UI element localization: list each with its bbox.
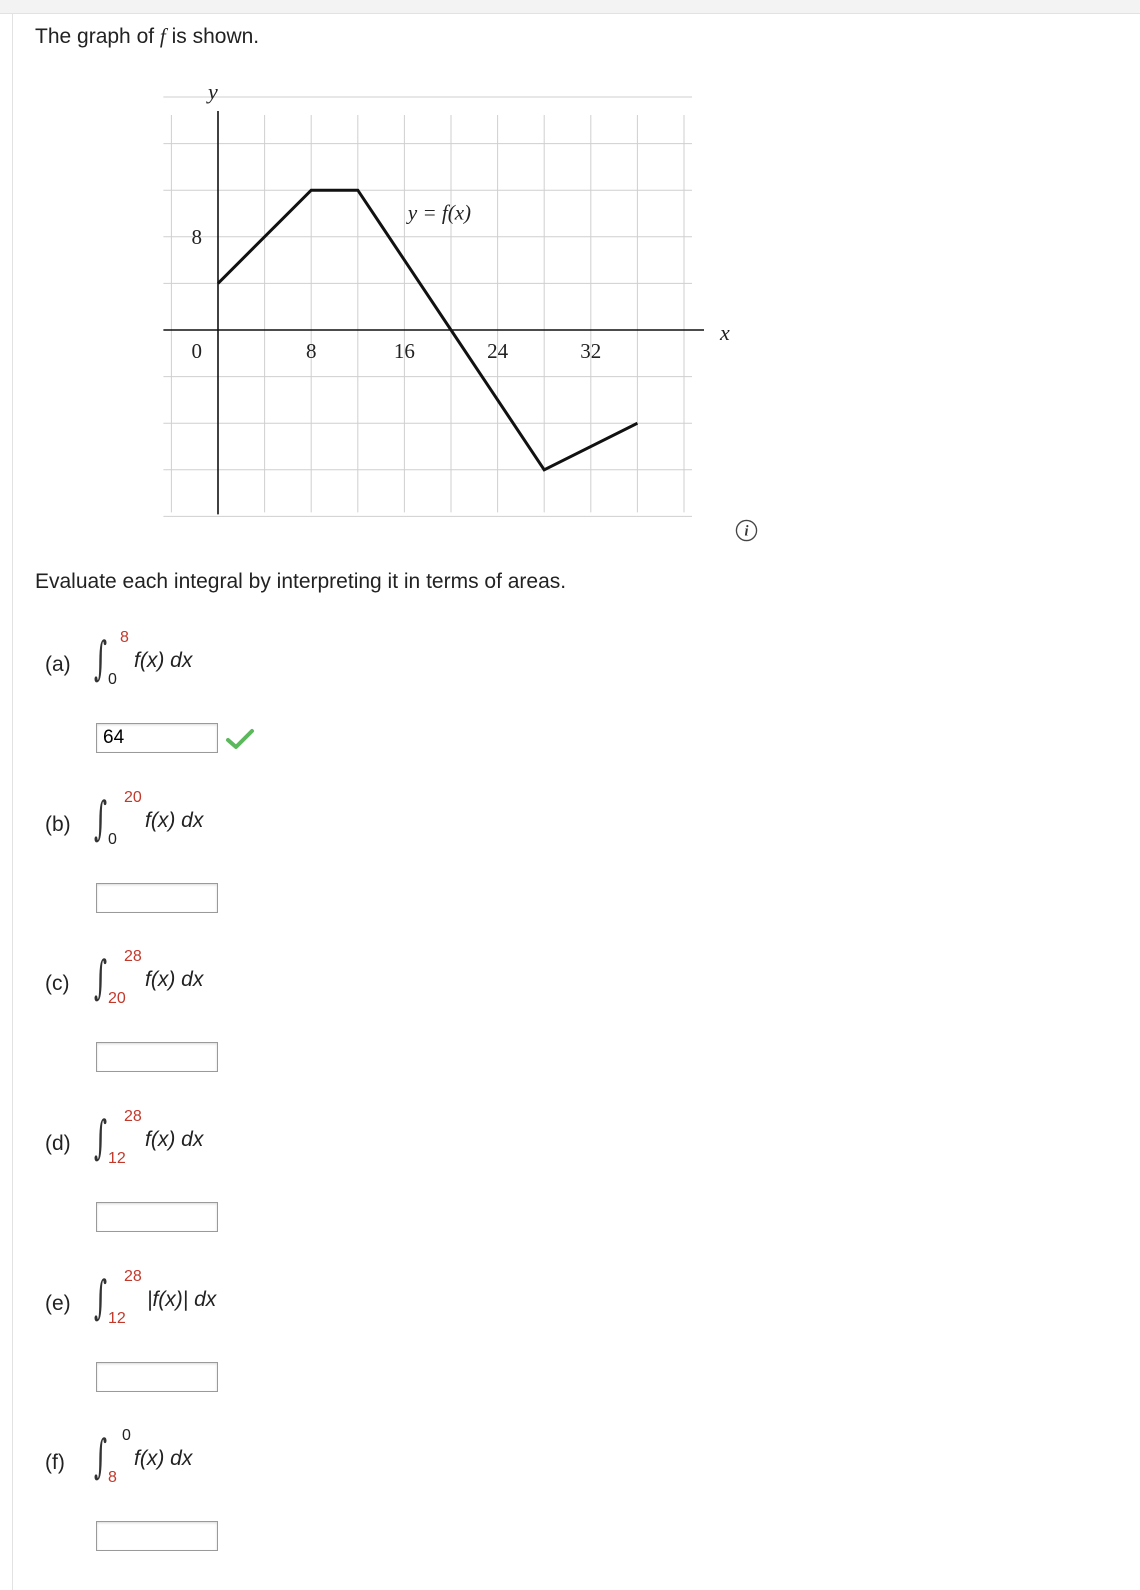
- upper-limit: 20: [124, 789, 142, 806]
- upper-limit: 28: [124, 948, 142, 965]
- info-icon[interactable]: [735, 519, 758, 542]
- problem-intro: The graph of f is shown.: [35, 24, 260, 48]
- x-tick-labels: [306, 339, 601, 363]
- function-name: f: [159, 24, 166, 48]
- instructions: Evaluate each integral by interpreting it in terms of areas.: [35, 570, 567, 593]
- integral-sign: ∫: [94, 791, 108, 845]
- svg-text:i: i: [744, 523, 749, 540]
- x-tick-label: 16: [393, 339, 415, 363]
- y-axis-label: y: [208, 79, 218, 104]
- answer-input-b[interactable]: [96, 883, 218, 913]
- part-letter: (a): [45, 653, 71, 676]
- part-d: [0, 1108, 700, 1234]
- answer-input-d[interactable]: [96, 1202, 218, 1232]
- part-c: [0, 948, 700, 1074]
- part-letter: (c): [45, 972, 70, 995]
- graph-grid: [163, 97, 692, 516]
- upper-limit: 0: [122, 1427, 131, 1444]
- part-letter: (f): [45, 1451, 65, 1474]
- curve-label: y = f(x): [407, 200, 472, 225]
- lower-limit: 20: [108, 990, 126, 1007]
- answer-input-f[interactable]: [96, 1521, 218, 1551]
- part-f: [0, 1427, 700, 1553]
- function-graph: [150, 79, 730, 540]
- integral-sign: ∫: [94, 1270, 108, 1324]
- part-letter: (e): [45, 1292, 71, 1315]
- lower-limit: 0: [108, 671, 117, 688]
- integrand: f(x) dx: [134, 649, 193, 672]
- integral-sign: ∫: [94, 950, 108, 1004]
- answer-input-c[interactable]: [96, 1042, 218, 1072]
- part-letter: (b): [45, 813, 71, 836]
- upper-limit: 28: [124, 1268, 142, 1285]
- integral-sign: ∫: [94, 1110, 108, 1164]
- graph-axes: [163, 111, 704, 514]
- x-axis-label: x: [720, 320, 730, 345]
- x-tick-label: 24: [487, 339, 509, 363]
- answer-input-e[interactable]: [96, 1362, 218, 1392]
- upper-limit: 8: [120, 629, 129, 646]
- x-tick-label: 32: [580, 339, 602, 363]
- check-icon: [226, 728, 254, 750]
- part-letter: (d): [45, 1132, 71, 1155]
- part-e: [0, 1268, 700, 1394]
- integrand: f(x) dx: [145, 809, 204, 832]
- answer-input-a[interactable]: [96, 723, 218, 753]
- part-a: [0, 629, 700, 755]
- integrand: f(x) dx: [134, 1447, 193, 1470]
- integrand: f(x) dx: [145, 1128, 204, 1151]
- y-tick-labels: [192, 225, 203, 363]
- integral-sign: ∫: [94, 631, 108, 685]
- lower-limit: 12: [108, 1310, 126, 1327]
- part-b: [0, 789, 700, 915]
- lower-limit: 0: [108, 831, 117, 848]
- integrand: |f(x)| dx: [147, 1288, 217, 1311]
- y-tick-label: 0: [191, 339, 202, 363]
- upper-limit: 28: [124, 1108, 142, 1125]
- y-tick-label: 8: [191, 224, 202, 249]
- lower-limit: 8: [108, 1469, 117, 1486]
- integrand: f(x) dx: [145, 968, 204, 991]
- lower-limit: 12: [108, 1150, 126, 1167]
- x-tick-label: 8: [305, 339, 317, 363]
- integral-sign: ∫: [94, 1429, 108, 1483]
- page-top-bar: [0, 0, 1140, 14]
